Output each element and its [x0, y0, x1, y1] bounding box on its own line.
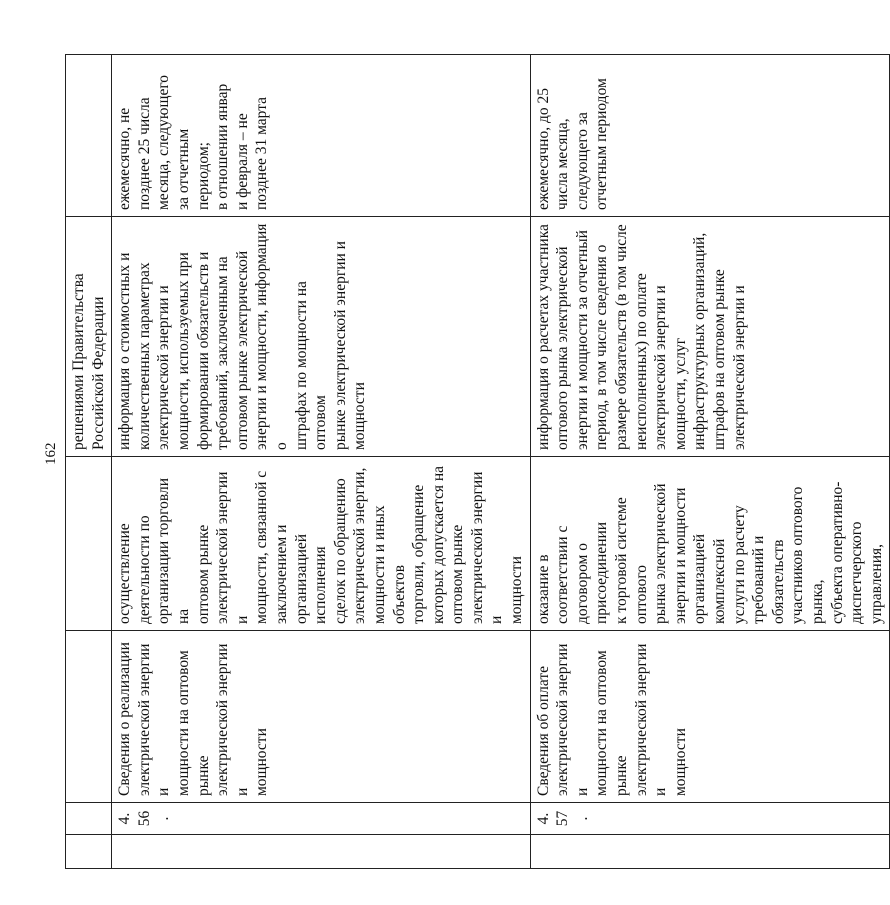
rotated-table-container	[65, 55, 885, 869]
cell-content-head: решениями Правительства Российской Федерации	[66, 217, 112, 457]
table-row	[112, 55, 530, 869]
cell-activity-head	[66, 457, 112, 631]
row-name: Сведения о реализации электрической энергии и мощности на оптовом рынке электрической энергии и мощности	[112, 631, 530, 803]
row-number: 4.56.	[112, 803, 530, 835]
col-left-margin-cell	[530, 835, 890, 869]
row-activity: оказание в соответствии с договором о присоединении к торговой системе оптового рынка электрической энергии и мощности организацией комплексной услуги по расчету требований и обязательств участников оптового рынка, субъекта оперативно- диспетчерского управления,	[530, 457, 890, 631]
col-left-margin-cell	[112, 835, 530, 869]
row-content: информация о стоимостных и количественных параметрах электрической энергии и мощности, используемых при формировании обязательств и требований, заключенным на оптовом рынке электрической энергии и мощности, информация о штрафах по мощности на оптовом рынке электрической энергии и мощности	[112, 217, 530, 457]
cell-num-head	[66, 803, 112, 835]
page-number: 162	[43, 442, 59, 465]
table-row	[530, 55, 890, 869]
document-table	[65, 54, 890, 869]
col-left-margin-cell	[66, 835, 112, 869]
row-content: информация о расчетах участника оптового рынка электрической энергии и мощности за отчетный период, в том числе сведения о размере обязательств (в том числе неисполненных) по оплате электрической энергии и мощности, услуг инфраструктурных организаций, штрафов на оптовом рынке электрической энергии и	[530, 217, 890, 457]
row-activity: осуществление деятельности по организации торговли на оптовом рынке электрической энергии и мощности, связанной с заключением и организацией исполнения сделок по обращению электрической энергии, мощности и иных объектов торговли, обращение которых допускается на оптовом рынке электрической энергии и мощности	[112, 457, 530, 631]
table-row-continuation	[66, 55, 112, 869]
cell-period-head	[66, 55, 112, 217]
cell-name-head	[66, 631, 112, 803]
row-name: Сведения об оплате электрической энергии и мощности на оптовом рынке электрической энергии и мощности	[530, 631, 890, 803]
row-period: ежемесячно, не позднее 25 числа месяца, следующего за отчетным периодом; в отношении январ и февраля – не позднее 31 марта	[112, 55, 530, 217]
row-number: 4.57.	[530, 803, 890, 835]
row-period: ежемесячно, до 25 числа месяца, следующего за отчетным периодом	[530, 55, 890, 217]
